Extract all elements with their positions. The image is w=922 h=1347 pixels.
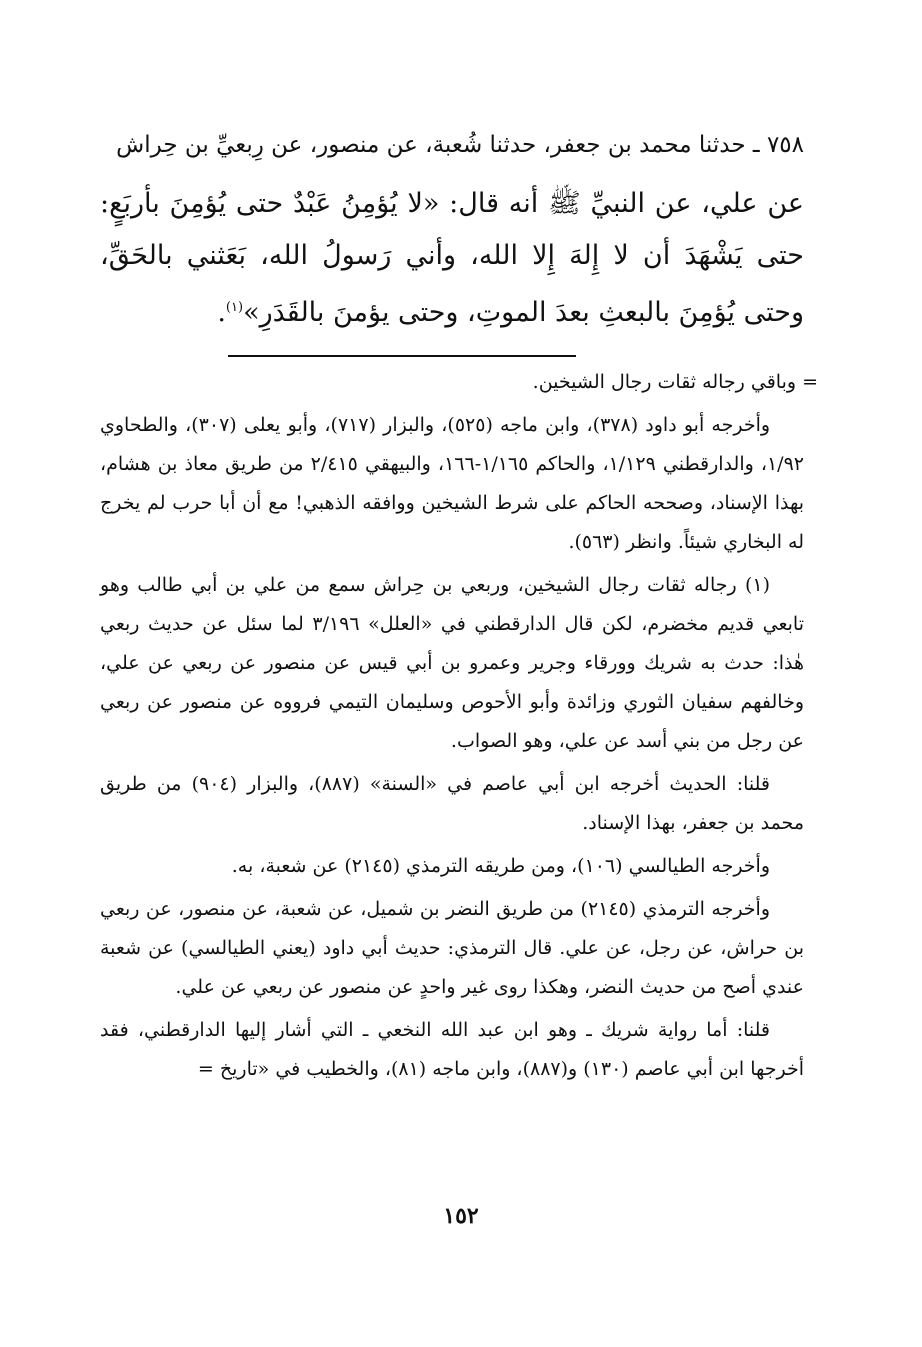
footnote-paragraph: = وباقي رجاله ثقات رجال الشيخين. [532, 371, 818, 393]
page-number: ١٥٢ [443, 1203, 479, 1229]
hadith-isnad: ٧٥٨ ـ حدثنا محمد بن جعفر، حدثنا شُعبة، عن منصور، عن رِبعيِّ بن حِراش [116, 132, 804, 158]
hadith-matn [100, 178, 804, 339]
footnote-paragraph: قلنا: أما رواية شريك ـ وهو ابن عبد الله النخعي ـ التي أشار إليها الدارقطني، فقد أخرجها ابن أبي عاصم (١٣٠) و(٨٨٧)، وابن ماجه (٨١)، والخطيب في «تاريخ = [100, 1019, 804, 1080]
footnote-paragraph: وأخرجه الترمذي (٢١٤٥) من طريق النضر بن شميل، عن شعبة، عن منصور، عن ربعي بن حراش، عن رجل، عن علي. قال الترمذي: حديث أبي داود (يعني الطيالسي) عن شعبة عندي أصح من حديث النضر، وهكذا روى غير واحدٍ عن منصور عن ربعي عن علي. [100, 898, 804, 998]
footnote-paragraph: وأخرجه الطيالسي (١٠٦)، ومن طريقه الترمذي (٢١٤٥) عن شعبة، به. [231, 855, 770, 877]
footnote-paragraph: (١) رجاله ثقات رجال الشيخين، وربعي بن حِراش سمع من علي بن أبي طالب وهو تابعي قديم مخضرم، لكن قال الدارقطني في «العلل» ٣/١٩٦ لما سئل عن حديث ربعي هٰذا: حدث به شريك وورقاء وجرير وعمرو بن أبي قيس عن منصور عن ربعي عن علي، وخالفهم سفيان الثوري وزائدة وأبو الأحوص وسليمان التيمي فرووه عن منصور عن ربعي عن رجل من بني أسد عن علي، وهو الصواب. [100, 574, 804, 752]
hadith-matn-text: عن علي، عن النبيِّ ﷺ أنه قال: «لا يُؤمِنُ عَبْدٌ حتى يُؤمِنَ بأربَعٍ: حتى يَشْهَدَ أن لا إِلهَ إِلا الله، وأني رَسولُ الله، بَعَثني بالحَقِّ، وحتى يُؤمِنَ بالبعثِ بعدَ الموتِ، وحتى يؤمنَ بالقَدَرِ» [100, 188, 804, 328]
footnotes [100, 363, 818, 1089]
footnote-paragraph: وأخرجه أبو داود (٣٧٨)، وابن ماجه (٥٢٥)، والبزار (٧١٧)، وأبو يعلى (٣٠٧)، والطحاوي ١/٩٢، والدارقطني ١/١٢٩، والحاكم ١/١٦٥-١٦٦، والبيهقي ٢/٤١٥ من طريق معاذ بن هشام، بهذا الإسناد، وصححه الحاكم على شرط الشيخين ووافقه الذهبي! مع أن أبا حرب لم يخرج له البخاري شيئاً. وانظر (٥٦٣). [100, 414, 804, 553]
footnote-paragraph: قلنا: الحديث أخرجه ابن أبي عاصم في «السنة» (٨٨٧)، والبزار (٩٠٤) من طريق محمد بن جعفر، بهذا الإسناد. [100, 773, 804, 834]
footnote-reference: (١) [225, 300, 244, 315]
hadith-matn-end: . [217, 297, 226, 328]
footnote-separator [228, 355, 576, 357]
